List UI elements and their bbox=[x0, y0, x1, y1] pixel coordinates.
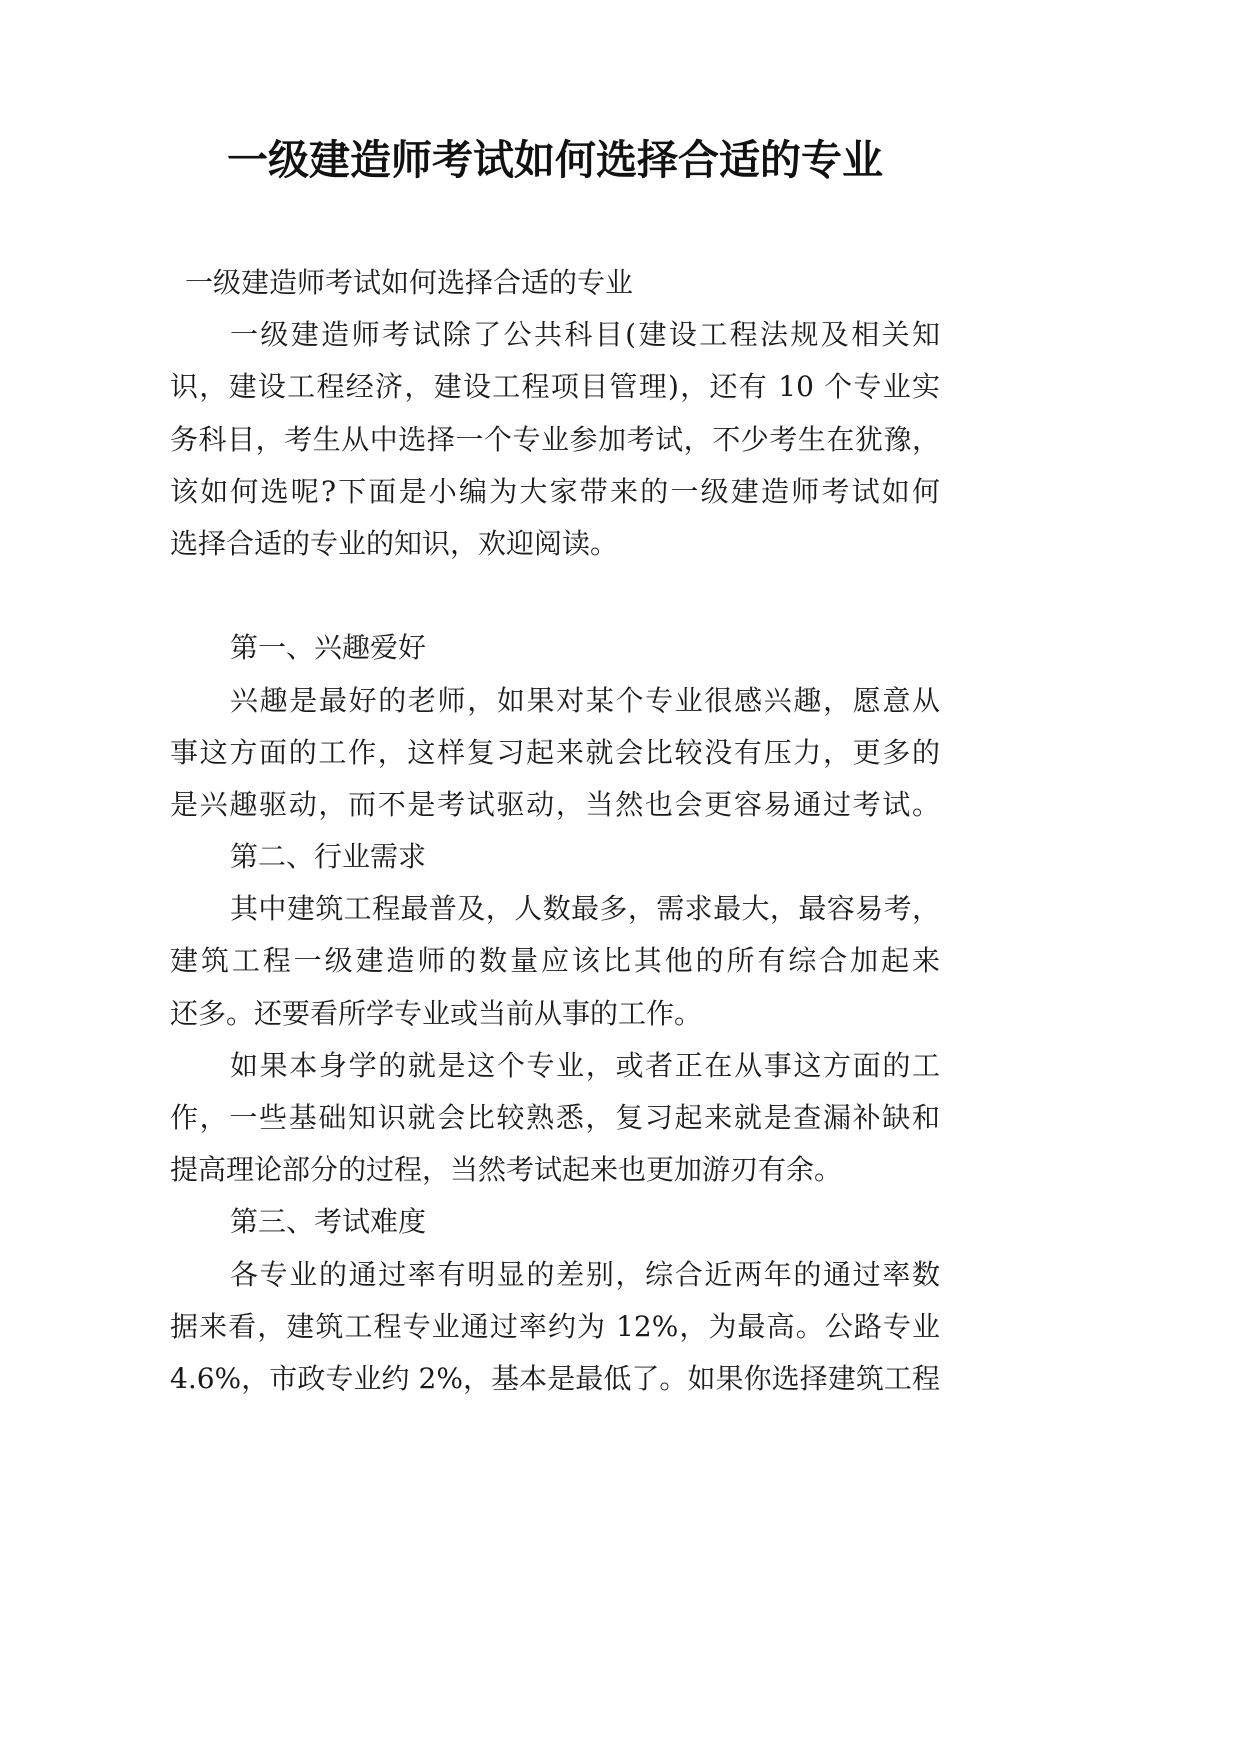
section-heading: 第三、考试难度 bbox=[230, 1205, 427, 1239]
paragraph-line: 提高理论部分的过程，当然考试起来也更加游刃有余。 bbox=[170, 1153, 843, 1187]
paragraph-line: 其中建筑工程最普及，人数最多，需求最大，最容易考， bbox=[230, 892, 940, 926]
paragraph-line: 事这方面的工作，这样复习起来就会比较没有压力，更多的 bbox=[170, 735, 940, 769]
paragraph-line: 兴趣是最好的老师，如果对某个专业很感兴趣，愿意从 bbox=[230, 683, 940, 717]
paragraph-line: 识，建设工程经济，建设工程项目管理)，还有 10 个专业实 bbox=[170, 370, 940, 404]
section-interest bbox=[170, 622, 940, 831]
section-exam-difficulty bbox=[170, 1196, 940, 1405]
document-title: 一级建造师考试如何选择合适的专业 bbox=[227, 136, 883, 184]
paragraph-line: 一级建造师考试除了公共科目(建设工程法规及相关知 bbox=[230, 318, 940, 352]
section-paragraph bbox=[170, 675, 940, 832]
paragraph-line: 各专业的通过率有明显的差别，综合近两年的通过率数 bbox=[230, 1257, 940, 1291]
section-paragraph bbox=[170, 1249, 940, 1406]
paragraph-line: 选择合适的专业的知识，欢迎阅读。 bbox=[170, 526, 619, 560]
paragraph-line: 作，一些基础知识就会比较熟悉，复习起来就是查漏补缺和 bbox=[170, 1101, 940, 1134]
section-heading: 第一、兴趣爱好 bbox=[230, 631, 427, 665]
intro-paragraph bbox=[170, 309, 940, 570]
document-body bbox=[170, 257, 940, 1405]
paragraph-line: 建筑工程一级建造师的数量应该比其他的所有综合加起来 bbox=[170, 944, 940, 978]
paragraph-line: 4.6%，市政专业约 2%，基本是最低了。如果你选择建筑工程 bbox=[170, 1361, 940, 1395]
section-industry-demand bbox=[170, 831, 940, 1196]
paragraph-line: 如果本身学的就是这个专业，或者正在从事这方面的工 bbox=[230, 1048, 940, 1082]
section-heading: 第二、行业需求 bbox=[230, 840, 427, 874]
paragraph-line: 据来看，建筑工程专业通过率约为 12%，为最高。公路专业 bbox=[170, 1309, 940, 1343]
paragraph-line: 是兴趣驱动，而不是考试驱动，当然也会更容易通过考试。 bbox=[170, 787, 940, 821]
paragraph-line: 该如何选呢?下面是小编为大家带来的一级建造师考试如何 bbox=[170, 474, 940, 508]
document-subtitle: 一级建造师考试如何选择合适的专业 bbox=[185, 266, 634, 299]
section-paragraph bbox=[170, 883, 940, 1040]
paragraph-line: 务科目，考生从中选择一个专业参加考试，不少考生在犹豫， bbox=[170, 422, 940, 456]
paragraph-line: 还多。还要看所学专业或当前从事的工作。 bbox=[170, 996, 703, 1030]
blank-line bbox=[170, 570, 940, 622]
section-paragraph bbox=[170, 1040, 940, 1197]
